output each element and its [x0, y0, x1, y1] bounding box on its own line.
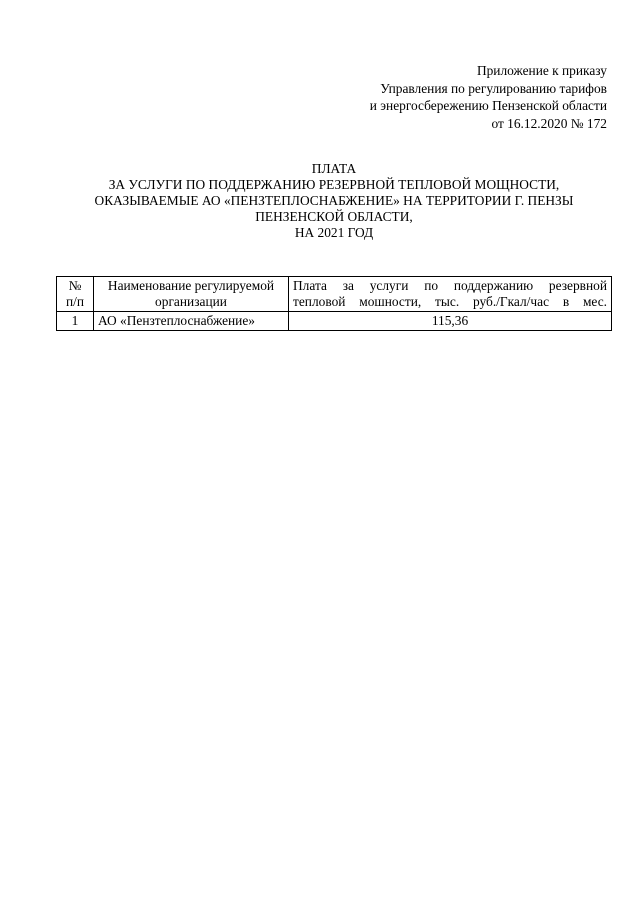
appendix-order-date: от 16.12.2020 № 172 — [491, 115, 607, 131]
row-number: 1 — [57, 312, 94, 331]
table-row — [57, 312, 612, 331]
appendix-line: Управления по регулированию тарифов — [380, 80, 607, 96]
table-header-row — [57, 277, 612, 312]
fee-table — [56, 276, 612, 331]
header-number: № п/п — [57, 277, 94, 312]
appendix-line: и энергосбережению Пензенской области — [369, 98, 607, 113]
title-line: ЗА УСЛУГИ ПО ПОДДЕРЖАНИЮ РЕЗЕРВНОЙ ТЕПЛОВОЙ МОЩНОСТИ, — [108, 177, 560, 192]
title-line: ПЛАТА — [311, 161, 357, 176]
title-line: НА 2021 ГОД — [294, 225, 374, 240]
title-line: ОКАЗЫВАЕМЫЕ АО «ПЕНЗТЕПЛОСНАБЖЕНИЕ» НА ТЕРРИТОРИИ Г. ПЕНЗЫ — [94, 193, 574, 208]
row-organization: АО «Пензтеплоснабжение» — [94, 312, 289, 331]
header-organization: Наименование регулируемой организации — [94, 277, 289, 312]
document-title — [56, 161, 612, 241]
header-fee: Плата за услуги по поддержанию резервной тепловой мошности, тыс. руб./Гкал/час в мес. — [289, 277, 612, 312]
title-line: ПЕНЗЕНСКОЙ ОБЛАСТИ, — [255, 209, 413, 224]
appendix-header — [370, 62, 607, 132]
appendix-line: Приложение к приказу — [476, 63, 607, 78]
row-fee: 115,36 — [289, 312, 612, 331]
